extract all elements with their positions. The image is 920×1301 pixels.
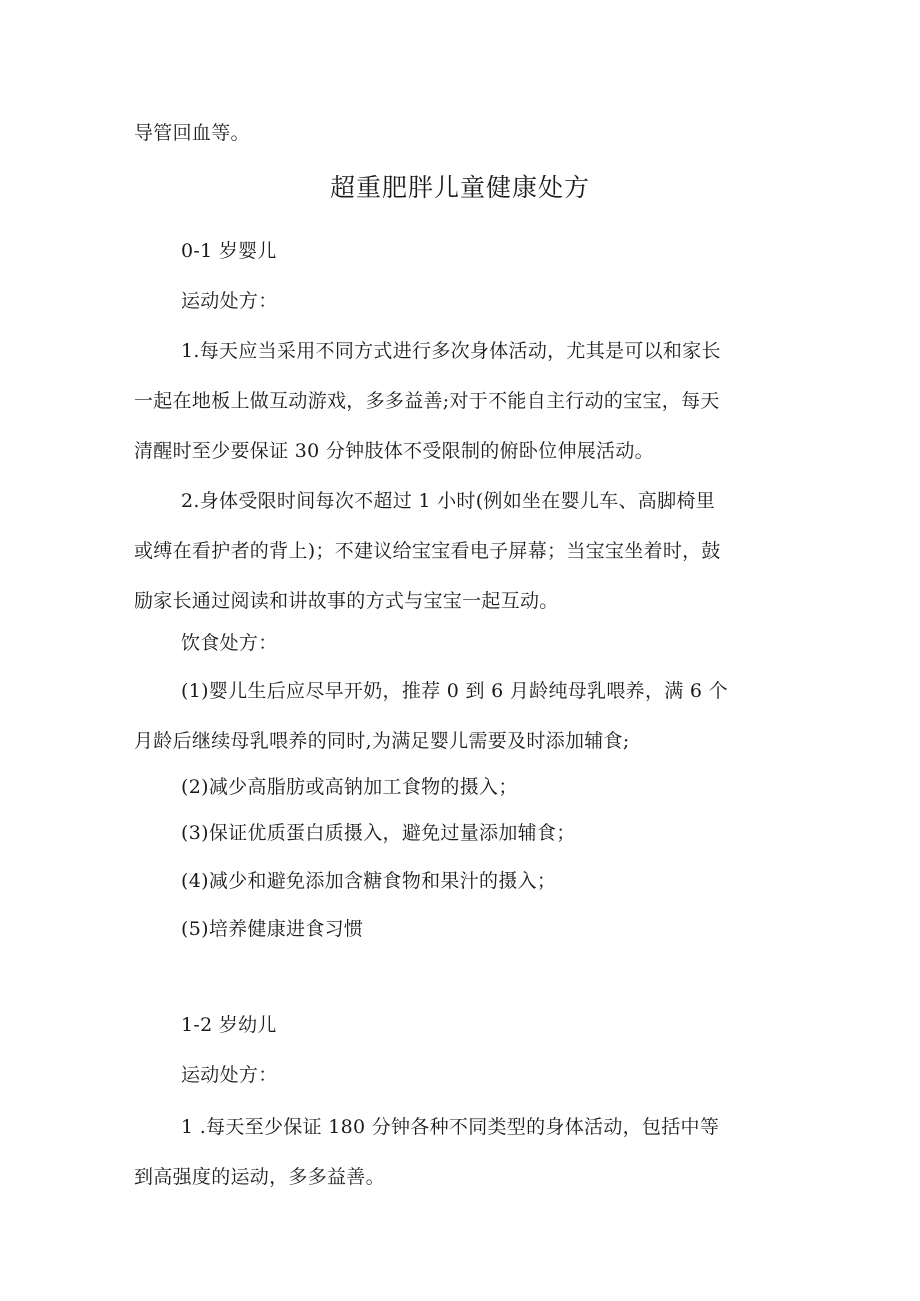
- paragraph-line: 2.身体受限时间每次不超过 1 小时(例如坐在婴儿车、高脚椅里: [181, 490, 716, 512]
- section1-diet-item2: [134, 768, 790, 806]
- paragraph-line: (1)婴儿生后应尽早开奶，推荐 0 到 6 月龄纯母乳喂养，满 6 个: [181, 680, 728, 702]
- section2-exercise-heading: [134, 1056, 790, 1094]
- paragraph-line: 清醒时至少要保证 30 分钟肢体不受限制的俯卧位伸展活动。: [134, 440, 654, 462]
- section1-exercise-item2: [134, 482, 790, 620]
- paragraph-line: 或缚在看护者的背上)；不建议给宝宝看电子屏幕；当宝宝坐着时，鼓: [134, 540, 721, 562]
- section1-diet-item5: [134, 910, 790, 948]
- section2-exercise-item1: [134, 1108, 790, 1196]
- section1-exercise-heading-text: 运动处方：: [181, 290, 278, 312]
- paragraph-line: 一起在地板上做互动游戏，多多益善;对于不能自主行动的宝宝，每天: [134, 390, 720, 412]
- paragraph-line: (3)保证优质蛋白质摄入，避免过量添加辅食；: [181, 822, 576, 844]
- section1-exercise-heading: [134, 282, 790, 320]
- page-title: 超重肥胖儿童健康处方: [329, 173, 590, 202]
- paragraph-line: 1.每天应当采用不同方式进行多次身体活动，尤其是可以和家长: [181, 340, 721, 362]
- paragraph-line: (2)减少高脂肪或高钠加工食物的摄入；: [181, 776, 518, 798]
- section1-diet-item3: [134, 814, 790, 852]
- lead-fragment: [134, 114, 790, 152]
- section1-diet-heading-text: 饮食处方：: [181, 632, 278, 654]
- section1-diet-item1: [134, 672, 790, 760]
- section1-exercise-item1: [134, 332, 790, 470]
- paragraph-line: 月龄后继续母乳喂养的同时,为满足婴儿需要及时添加辅食;: [134, 730, 630, 752]
- section1-diet-item4: [134, 862, 790, 900]
- paragraph-line: 到高强度的运动，多多益善。: [134, 1166, 385, 1188]
- section2-age-heading-text: 1-2 岁幼儿: [181, 1014, 277, 1036]
- paragraph-line: 1 .每天至少保证 180 分钟各种不同类型的身体活动，包括中等: [181, 1116, 720, 1138]
- section2-age-heading: [134, 1006, 790, 1044]
- paragraph-line: 励家长通过阅读和讲故事的方式与宝宝一起互动。: [134, 590, 559, 612]
- paragraph-line: (5)培养健康进食习惯: [181, 918, 364, 940]
- section1-diet-heading: [134, 624, 790, 662]
- section2-exercise-heading-text: 运动处方：: [181, 1064, 278, 1086]
- section1-age-heading-text: 0-1 岁婴儿: [181, 240, 277, 262]
- lead-fragment-line: 导管回血等。: [134, 122, 250, 144]
- paragraph-line: (4)减少和避免添加含糖食物和果汁的摄入；: [181, 870, 557, 892]
- section1-age-heading: [134, 232, 790, 270]
